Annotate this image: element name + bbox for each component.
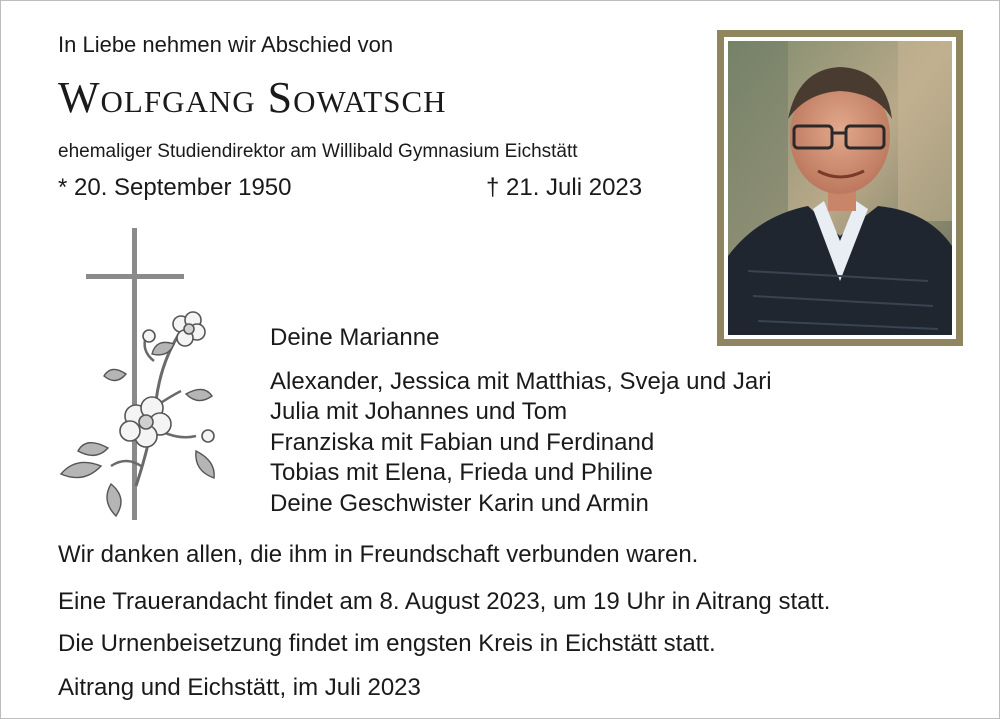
deceased-role: ehemaliger Studiendirektor am Willibald Gymnasium Eichstätt — [58, 141, 578, 162]
service-line: Eine Trauerandacht findet am 8. August 2023, um 19 Uhr in Aitrang statt. — [58, 588, 831, 615]
deceased-name — [58, 72, 447, 123]
burial-line: Die Urnenbeisetzung findet im engsten Kreis in Eichstätt statt. — [58, 630, 716, 657]
thanks-line: Wir danken allen, die ihm in Freundschaft verbunden waren. — [58, 541, 699, 568]
last-name: Sowatsch — [267, 73, 447, 122]
first-name: Wolfgang — [58, 73, 256, 122]
family-line: Deine Geschwister Karin und Armin — [270, 489, 649, 517]
portrait-image — [728, 41, 952, 335]
family-line: Julia mit Johannes und Tom — [270, 398, 568, 425]
cross-with-flowers-icon — [56, 226, 221, 531]
family-list — [270, 323, 772, 519]
place-date-line: Aitrang und Eichstätt, im Juli 2023 — [58, 674, 421, 701]
birth-date: * 20. September 1950 — [58, 174, 292, 201]
family-line: Franziska mit Fabian und Ferdinand — [270, 428, 655, 456]
family-line: Tobias mit Elena, Frieda und Philine — [270, 459, 653, 486]
spouse-line: Deine Marianne — [270, 324, 440, 351]
portrait-photo — [724, 37, 956, 339]
intro-text: In Liebe nehmen wir Abschied von — [58, 32, 394, 57]
death-date: † 21. Juli 2023 — [486, 174, 643, 201]
portrait-frame — [717, 30, 963, 346]
family-line: Alexander, Jessica mit Matthias, Sveja und Jari — [270, 367, 772, 395]
